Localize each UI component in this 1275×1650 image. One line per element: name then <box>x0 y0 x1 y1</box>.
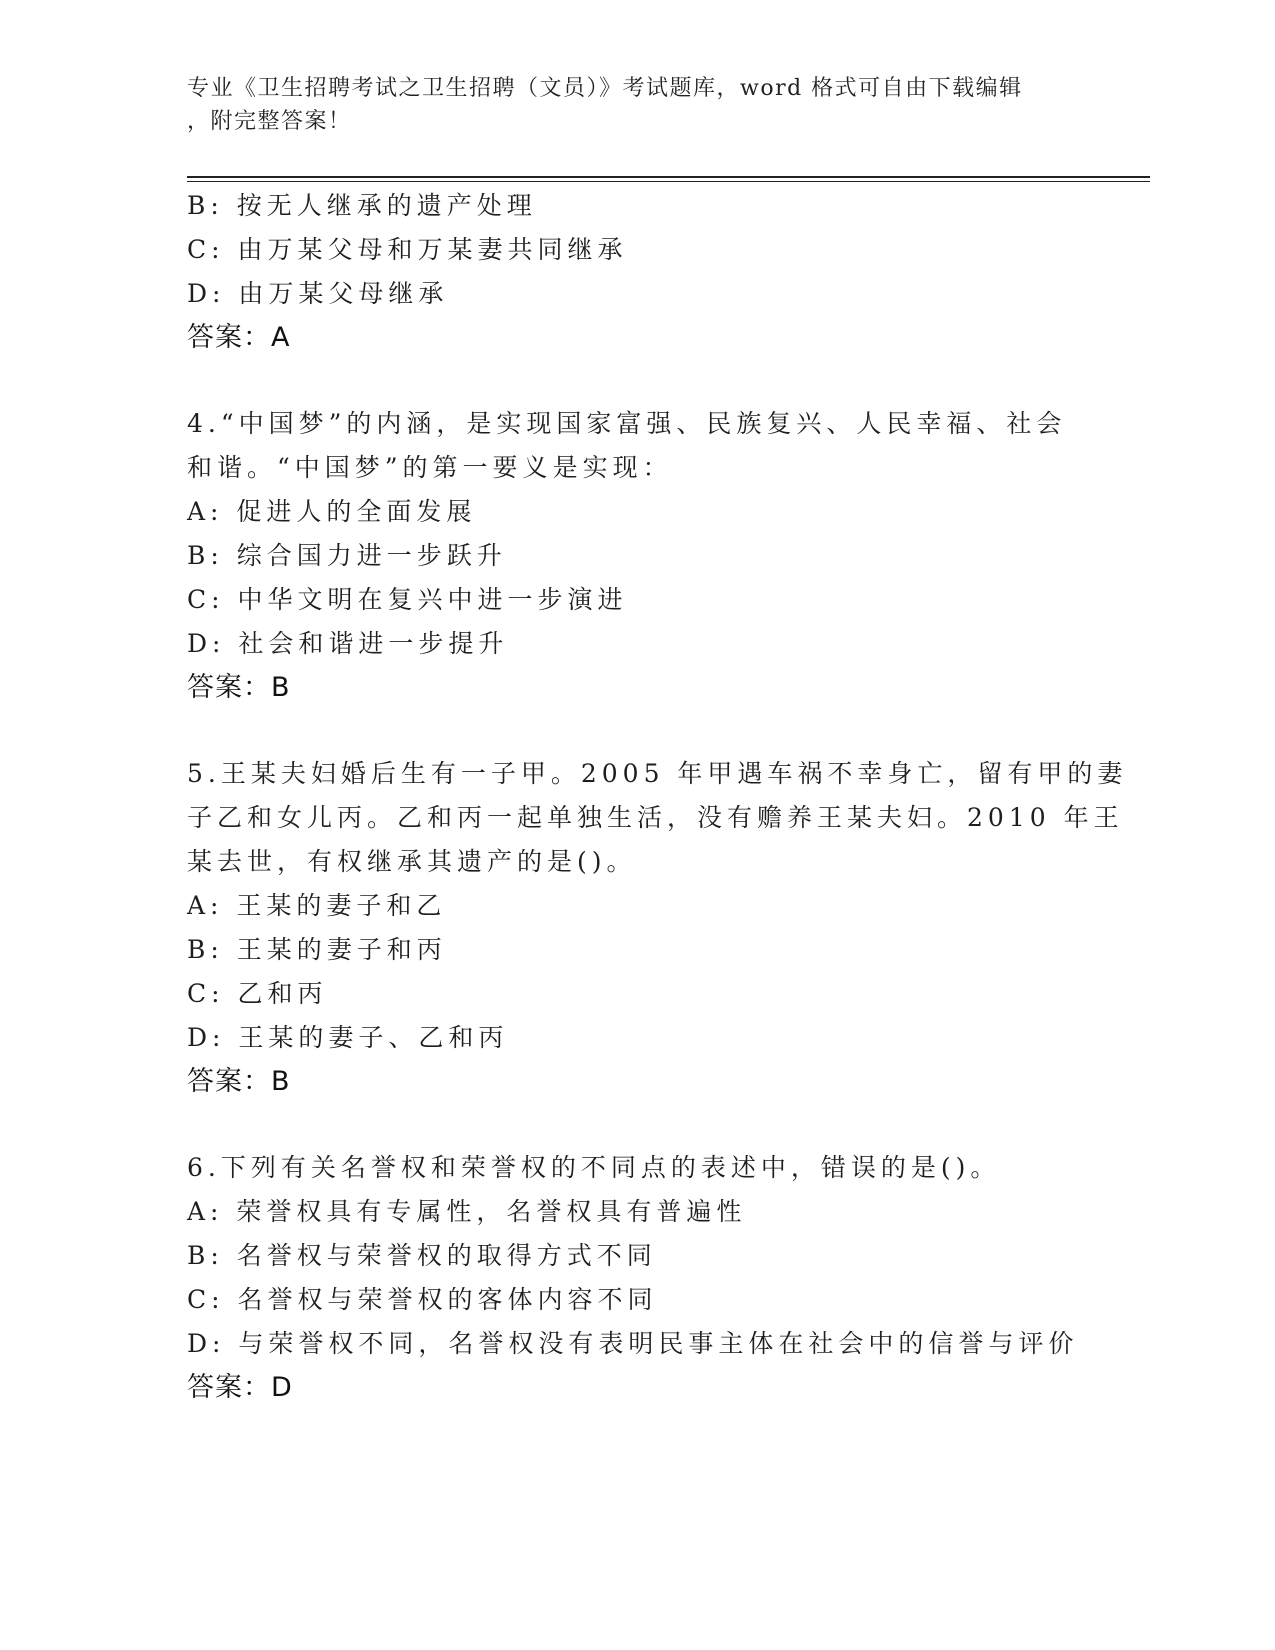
q5-stem-line-1: 5.王某夫妇婚后生有一子甲。2005 年甲遇车祸不幸身亡，留有甲的妻 <box>187 759 1128 788</box>
q3-option-d: D: 由万某父母继承 <box>187 279 449 308</box>
q6-option-c: C: 名誉权与荣誉权的客体内容不同 <box>187 1285 658 1314</box>
q4-option-d: D: 社会和谐进一步提升 <box>187 629 509 658</box>
header-divider-thin <box>187 181 1150 182</box>
q6-option-d: D: 与荣誉权不同，名誉权没有表明民事主体在社会中的信誉与评价 <box>187 1329 1079 1358</box>
header-line-1: 专业《卫生招聘考试之卫生招聘（文员）》考试题库，word 格式可自由下载编辑 <box>187 76 1023 101</box>
q4-option-c: C: 中华文明在复兴中进一步演进 <box>187 585 628 614</box>
q4-stem-line-2: 和谐。“中国梦”的第一要义是实现： <box>187 453 673 482</box>
q5-stem-line-2: 子乙和女儿丙。乙和丙一起单独生活，没有赡养王某夫妇。2010 年王 <box>187 803 1124 832</box>
q4-option-b: B: 综合国力进一步跃升 <box>187 541 507 570</box>
document-header <box>187 72 1067 138</box>
q5-stem-line-3: 某去世，有权继承其遗产的是()。 <box>187 847 637 876</box>
q5-option-b: B: 王某的妻子和丙 <box>187 935 447 964</box>
q6-stem-line-1: 6.下列有关名誉权和荣誉权的不同点的表述中，错误的是()。 <box>187 1153 1001 1182</box>
q5-option-a: A: 王某的妻子和乙 <box>187 891 447 920</box>
q5-option-c: C: 乙和丙 <box>187 979 328 1008</box>
q4-stem-line-1: 4.“中国梦”的内涵，是实现国家富强、民族复兴、人民幸福、社会 <box>187 409 1067 438</box>
header-line-2: ，附完整答案！ <box>187 109 352 134</box>
q4-answer: 答案：B <box>187 672 291 703</box>
q3-option-b: B: 按无人继承的遗产处理 <box>187 191 537 220</box>
q6-answer: 答案：D <box>187 1372 293 1403</box>
q4-option-a: A: 促进人的全面发展 <box>187 497 477 526</box>
q5-answer: 答案：B <box>187 1066 291 1097</box>
q6-option-b: B: 名誉权与荣誉权的取得方式不同 <box>187 1241 657 1270</box>
q6-option-a: A: 荣誉权具有专属性，名誉权具有普遍性 <box>187 1197 747 1226</box>
q5-option-d: D: 王某的妻子、乙和丙 <box>187 1023 509 1052</box>
q3-option-c: C: 由万某父母和万某妻共同继承 <box>187 235 628 264</box>
header-divider-thick <box>187 176 1150 178</box>
q3-answer: 答案：A <box>187 322 291 353</box>
